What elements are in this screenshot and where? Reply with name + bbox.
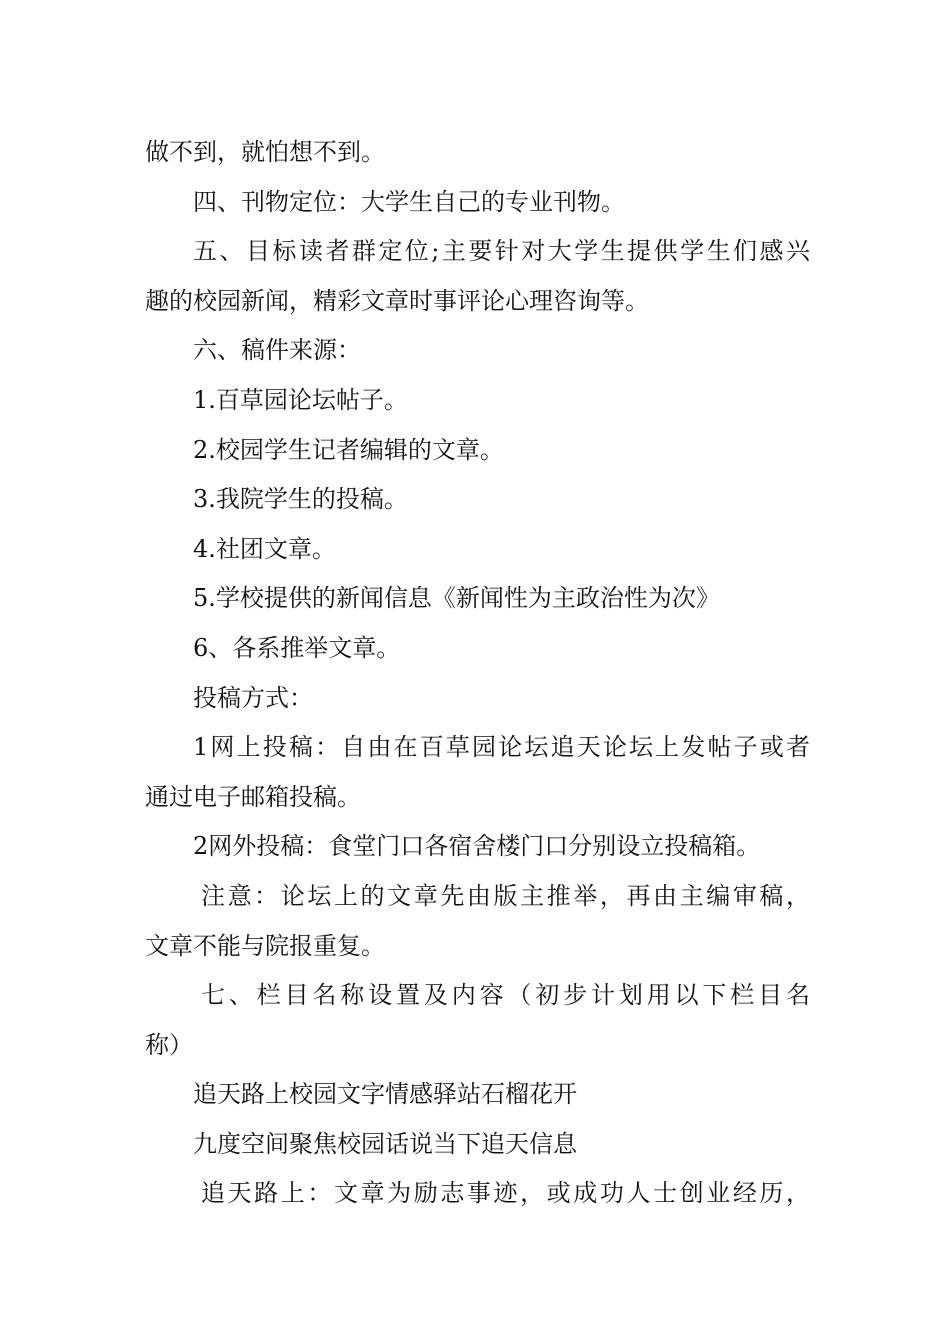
paragraph-line: 趣的校园新闻，精彩文章时事评论心理咨询等。 [145,286,649,315]
section-heading-six: 六、稿件来源： [193,336,361,365]
paragraph-line: 称） [145,1030,193,1059]
list-item: 1.百草园论坛帖子。 [193,385,408,414]
list-item: 5.学校提供的新闻信息《新闻性为主政治性为次》 [193,584,720,613]
note-line: 注意：论坛上的文章先由版主推举，再由主编审稿， [201,881,810,910]
column-names-line: 九度空间聚焦校园话说当下追天信息 [193,1129,577,1158]
list-item: 1网上投稿：自由在百草园论坛追天论坛上发帖子或者 [193,733,810,762]
paragraph-line: 做不到，就怕想不到。 [145,138,385,166]
paragraph-line: 通过电子邮箱投稿。 [145,782,361,811]
document-body [145,128,810,1219]
list-item: 6、各系推举文章。 [193,633,401,662]
column-names-line: 追天路上校园文字情感驿站石榴花开 [193,1080,577,1109]
section-heading-four: 四、刊物定位：大学生自己的专业刊物。 [193,187,625,216]
list-item: 3.我院学生的投稿。 [193,485,408,514]
list-item: 4.社团文章。 [193,534,336,563]
paragraph-line: 追天路上：文章为励志事迹，或成功人士创业经历， [201,1179,810,1208]
paragraph-line: 文章不能与院报重复。 [145,931,385,960]
list-item: 2.校园学生记者编辑的文章。 [193,435,504,464]
list-item: 2网外投稿：食堂门口各宿舍楼门口分别设立投稿箱。 [193,832,761,861]
subheading: 投稿方式： [193,683,313,712]
section-heading-five: 五、目标读者群定位;主要针对大学生提供学生们感兴 [193,237,810,266]
section-heading-seven: 七、栏目名称设置及内容（初步计划用以下栏目名 [201,981,810,1010]
